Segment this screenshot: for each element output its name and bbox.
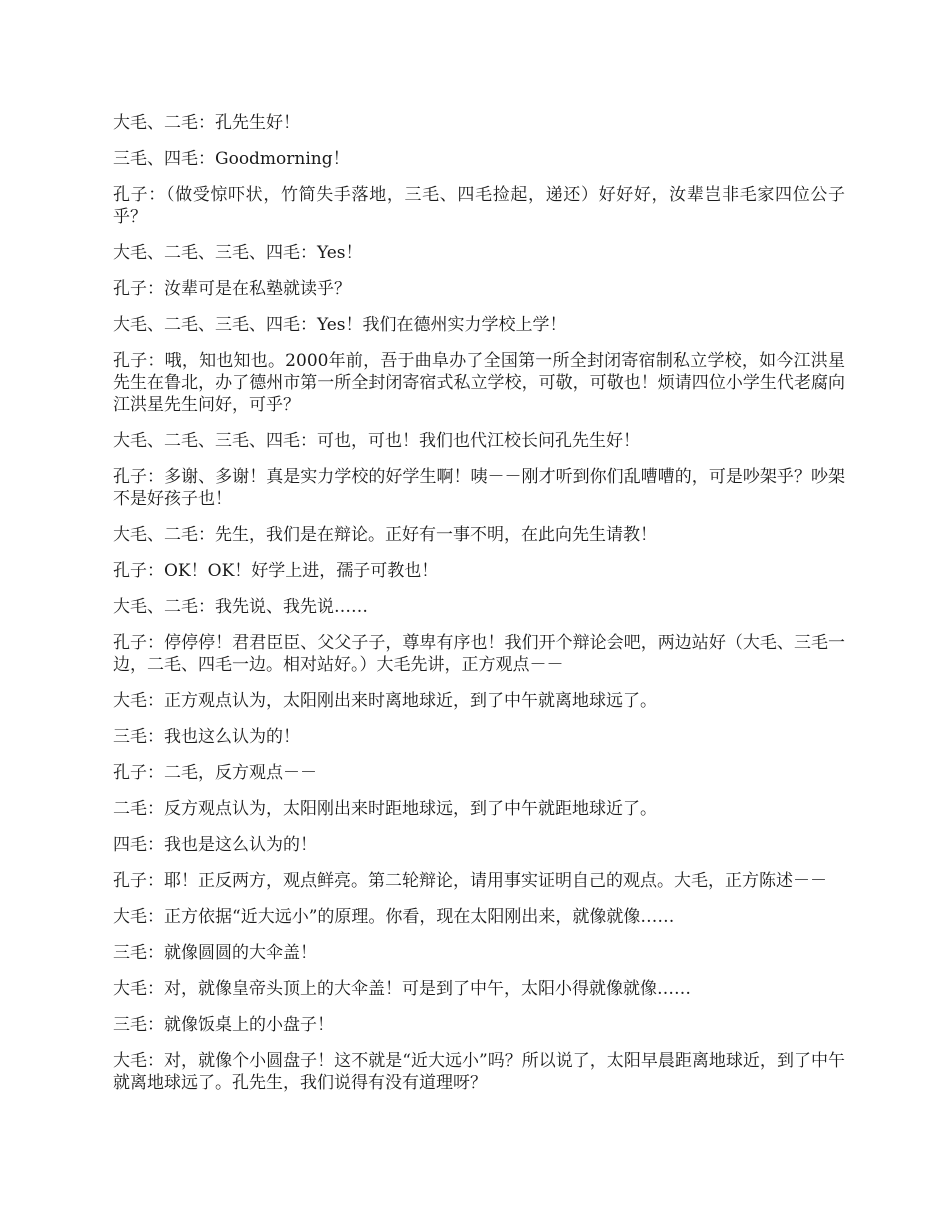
dialogue-line-3: 孔子：（做受惊吓状，竹简失手落地，三毛、四毛捡起，递还）好好好，汝辈岂非毛家四位公子乎？ (113, 185, 845, 227)
dialogue-line-16: 孔子：二毛，反方观点－－ (113, 763, 317, 783)
dialogue-line-20: 大毛：正方依据“近大远小”的原理。你看，现在太阳刚出来，就像就像…… (113, 907, 675, 927)
dialogue-line-17: 二毛：反方观点认为，太阳刚出来时距地球远，到了中午就距地球近了。 (113, 799, 657, 819)
dialogue-line-4: 大毛、二毛、三毛、四毛：Yes！ (113, 243, 363, 263)
dialogue-line-1: 大毛、二毛：孔先生好！ (113, 113, 300, 133)
dialogue-line-11: 孔子：OK！OK！好学上进，孺子可教也！ (113, 561, 439, 581)
dialogue-line-18: 四毛：我也是这么认为的！ (113, 835, 317, 855)
dialogue-line-10: 大毛、二毛：先生，我们是在辩论。正好有一事不明，在此向先生请教！ (113, 525, 657, 545)
dialogue-line-9: 孔子：多谢、多谢！真是实力学校的好学生啊！咦－－刚才听到你们乱嘈嘈的，可是吵架乎？吵架不是好孩子也！ (113, 467, 845, 509)
dialogue-line-5: 孔子：汝辈可是在私塾就读乎？ (113, 279, 351, 299)
dialogue-line-6: 大毛、二毛、三毛、四毛：Yes！我们在德州实力学校上学！ (113, 315, 567, 335)
document-page (113, 112, 845, 1108)
dialogue-line-8: 大毛、二毛、三毛、四毛：可也，可也！我们也代江校长问孔先生好！ (113, 431, 640, 451)
dialogue-line-22: 大毛：对，就像皇帝头顶上的大伞盖！可是到了中午，太阳小得就像就像…… (113, 979, 691, 999)
dialogue-line-13: 孔子：停停停！君君臣臣、父父子子，尊卑有序也！我们开个辩论会吧，两边站好（大毛、三毛一边，二毛、四毛一边。相对站好。）大毛先讲，正方观点－－ (113, 633, 845, 675)
dialogue-line-14: 大毛：正方观点认为，太阳刚出来时离地球近，到了中午就离地球远了。 (113, 691, 657, 711)
dialogue-line-7: 孔子：哦，知也知也。2000年前，吾于曲阜办了全国第一所全封闭寄宿制私立学校，如今江洪星先生在鲁北，办了德州市第一所全封闭寄宿式私立学校，可敬，可敬也！烦请四位小学生代老腐向江洪星先生问好，可乎？ (113, 351, 845, 415)
dialogue-line-21: 三毛：就像圆圆的大伞盖！ (113, 943, 317, 963)
dialogue-line-2: 三毛、四毛：Goodmorning！ (113, 149, 350, 169)
dialogue-line-15: 三毛：我也这么认为的！ (113, 727, 300, 747)
dialogue-line-23: 三毛：就像饭桌上的小盘子！ (113, 1015, 334, 1035)
dialogue-line-12: 大毛、二毛：我先说、我先说…… (113, 597, 368, 617)
dialogue-line-19: 孔子：耶！正反两方，观点鲜亮。第二轮辩论，请用事实证明自己的观点。大毛，正方陈述－－ (113, 871, 827, 891)
dialogue-line-24: 大毛：对，就像个小圆盘子！这不就是“近大远小”吗？所以说了，太阳早晨距离地球近，到了中午就离地球远了。孔先生，我们说得有没有道理呀？ (113, 1051, 845, 1093)
